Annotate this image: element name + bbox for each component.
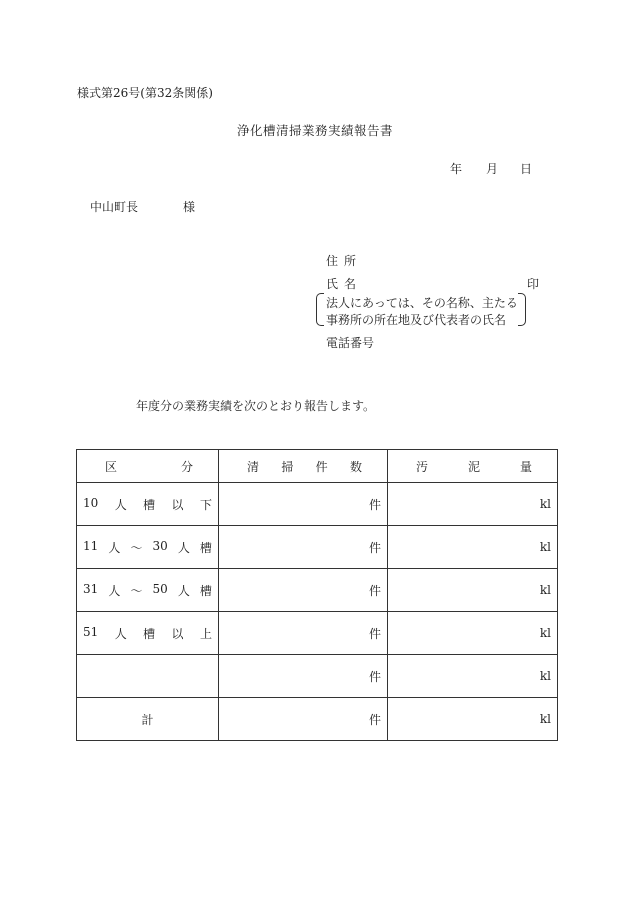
volume-cell[interactable]: kl — [388, 655, 558, 698]
header-char: 汚 — [416, 459, 429, 474]
seal-mark: 印 — [527, 277, 540, 291]
report-table — [76, 449, 558, 741]
table-row — [77, 655, 558, 698]
count-cell[interactable]: 件 — [219, 483, 388, 526]
category-token: 31 — [83, 581, 99, 596]
header-char: 清 — [247, 459, 260, 474]
addressee-name: 中山町長 — [90, 200, 139, 214]
volume-cell[interactable]: kl — [388, 569, 558, 612]
table-row — [77, 526, 558, 569]
table-header-row — [77, 450, 558, 483]
corporate-note-line1: 法人にあっては、その名称、主たる — [326, 296, 518, 310]
table-row — [77, 483, 558, 526]
category-token: 上 — [199, 626, 212, 641]
header-char: 泥 — [467, 459, 480, 474]
date-month-label: 月 — [486, 162, 499, 176]
header-char: 数 — [349, 459, 362, 474]
category-token: ～ — [130, 583, 143, 598]
category-token: 下 — [199, 497, 212, 512]
category-token: 槽 — [199, 540, 212, 555]
category-cell — [77, 526, 219, 569]
table-row — [77, 612, 558, 655]
category-token: 30 — [152, 538, 168, 553]
category-token: 槽 — [143, 497, 156, 512]
header-char: 件 — [315, 459, 328, 474]
addressee-honorific: 様 — [183, 200, 196, 214]
category-token: 50 — [152, 581, 168, 596]
category-token: 人 — [114, 626, 127, 641]
category-token: ～ — [130, 540, 143, 555]
report-statement: 年度分の業務実績を次のとおり報告します。 — [136, 399, 376, 413]
count-cell[interactable]: 件 — [219, 526, 388, 569]
category-cell — [77, 569, 219, 612]
count-cell[interactable]: 件 — [219, 655, 388, 698]
category-token: 人 — [108, 540, 121, 555]
category-token: 以 — [171, 626, 184, 641]
name-label: 氏名 — [326, 277, 363, 291]
category-cell-blank[interactable] — [77, 655, 219, 698]
category-token: 人 — [177, 540, 190, 555]
header-char: 量 — [519, 459, 532, 474]
date-year-label: 年 — [450, 162, 463, 176]
total-volume-cell[interactable]: kl — [388, 698, 558, 741]
header-category — [77, 450, 219, 483]
category-token: 人 — [108, 583, 121, 598]
category-token: 10 — [83, 495, 99, 510]
category-token: 人 — [114, 497, 127, 512]
category-token: 槽 — [199, 583, 212, 598]
header-char: 区 — [105, 459, 118, 474]
category-token: 以 — [171, 497, 184, 512]
header-cleaning-count — [219, 450, 388, 483]
form-number: 様式第26号(第32条関係) — [77, 86, 213, 100]
table-row — [77, 569, 558, 612]
corporate-note-line2: 事務所の所在地及び代表者の氏名 — [326, 313, 507, 327]
address-label: 住所 — [326, 254, 363, 268]
count-cell[interactable]: 件 — [219, 569, 388, 612]
header-char: 掃 — [281, 459, 294, 474]
note-bracket-left — [316, 293, 324, 326]
page-title: 浄化槽清掃業務実績報告書 — [236, 123, 393, 138]
category-token: 槽 — [143, 626, 156, 641]
category-cell — [77, 483, 219, 526]
total-count-cell[interactable]: 件 — [219, 698, 388, 741]
table-total-row — [77, 698, 558, 741]
category-token: 51 — [83, 624, 99, 639]
volume-cell[interactable]: kl — [388, 483, 558, 526]
volume-cell[interactable]: kl — [388, 526, 558, 569]
total-label: 計 — [77, 698, 219, 741]
volume-cell[interactable]: kl — [388, 612, 558, 655]
note-bracket-right — [518, 293, 526, 326]
header-char: 分 — [180, 459, 193, 474]
header-sludge-volume — [388, 450, 558, 483]
phone-label: 電話番号 — [326, 336, 375, 350]
category-token: 人 — [177, 583, 190, 598]
category-token: 11 — [83, 538, 99, 553]
count-cell[interactable]: 件 — [219, 612, 388, 655]
date-day-label: 日 — [520, 162, 533, 176]
category-cell — [77, 612, 219, 655]
